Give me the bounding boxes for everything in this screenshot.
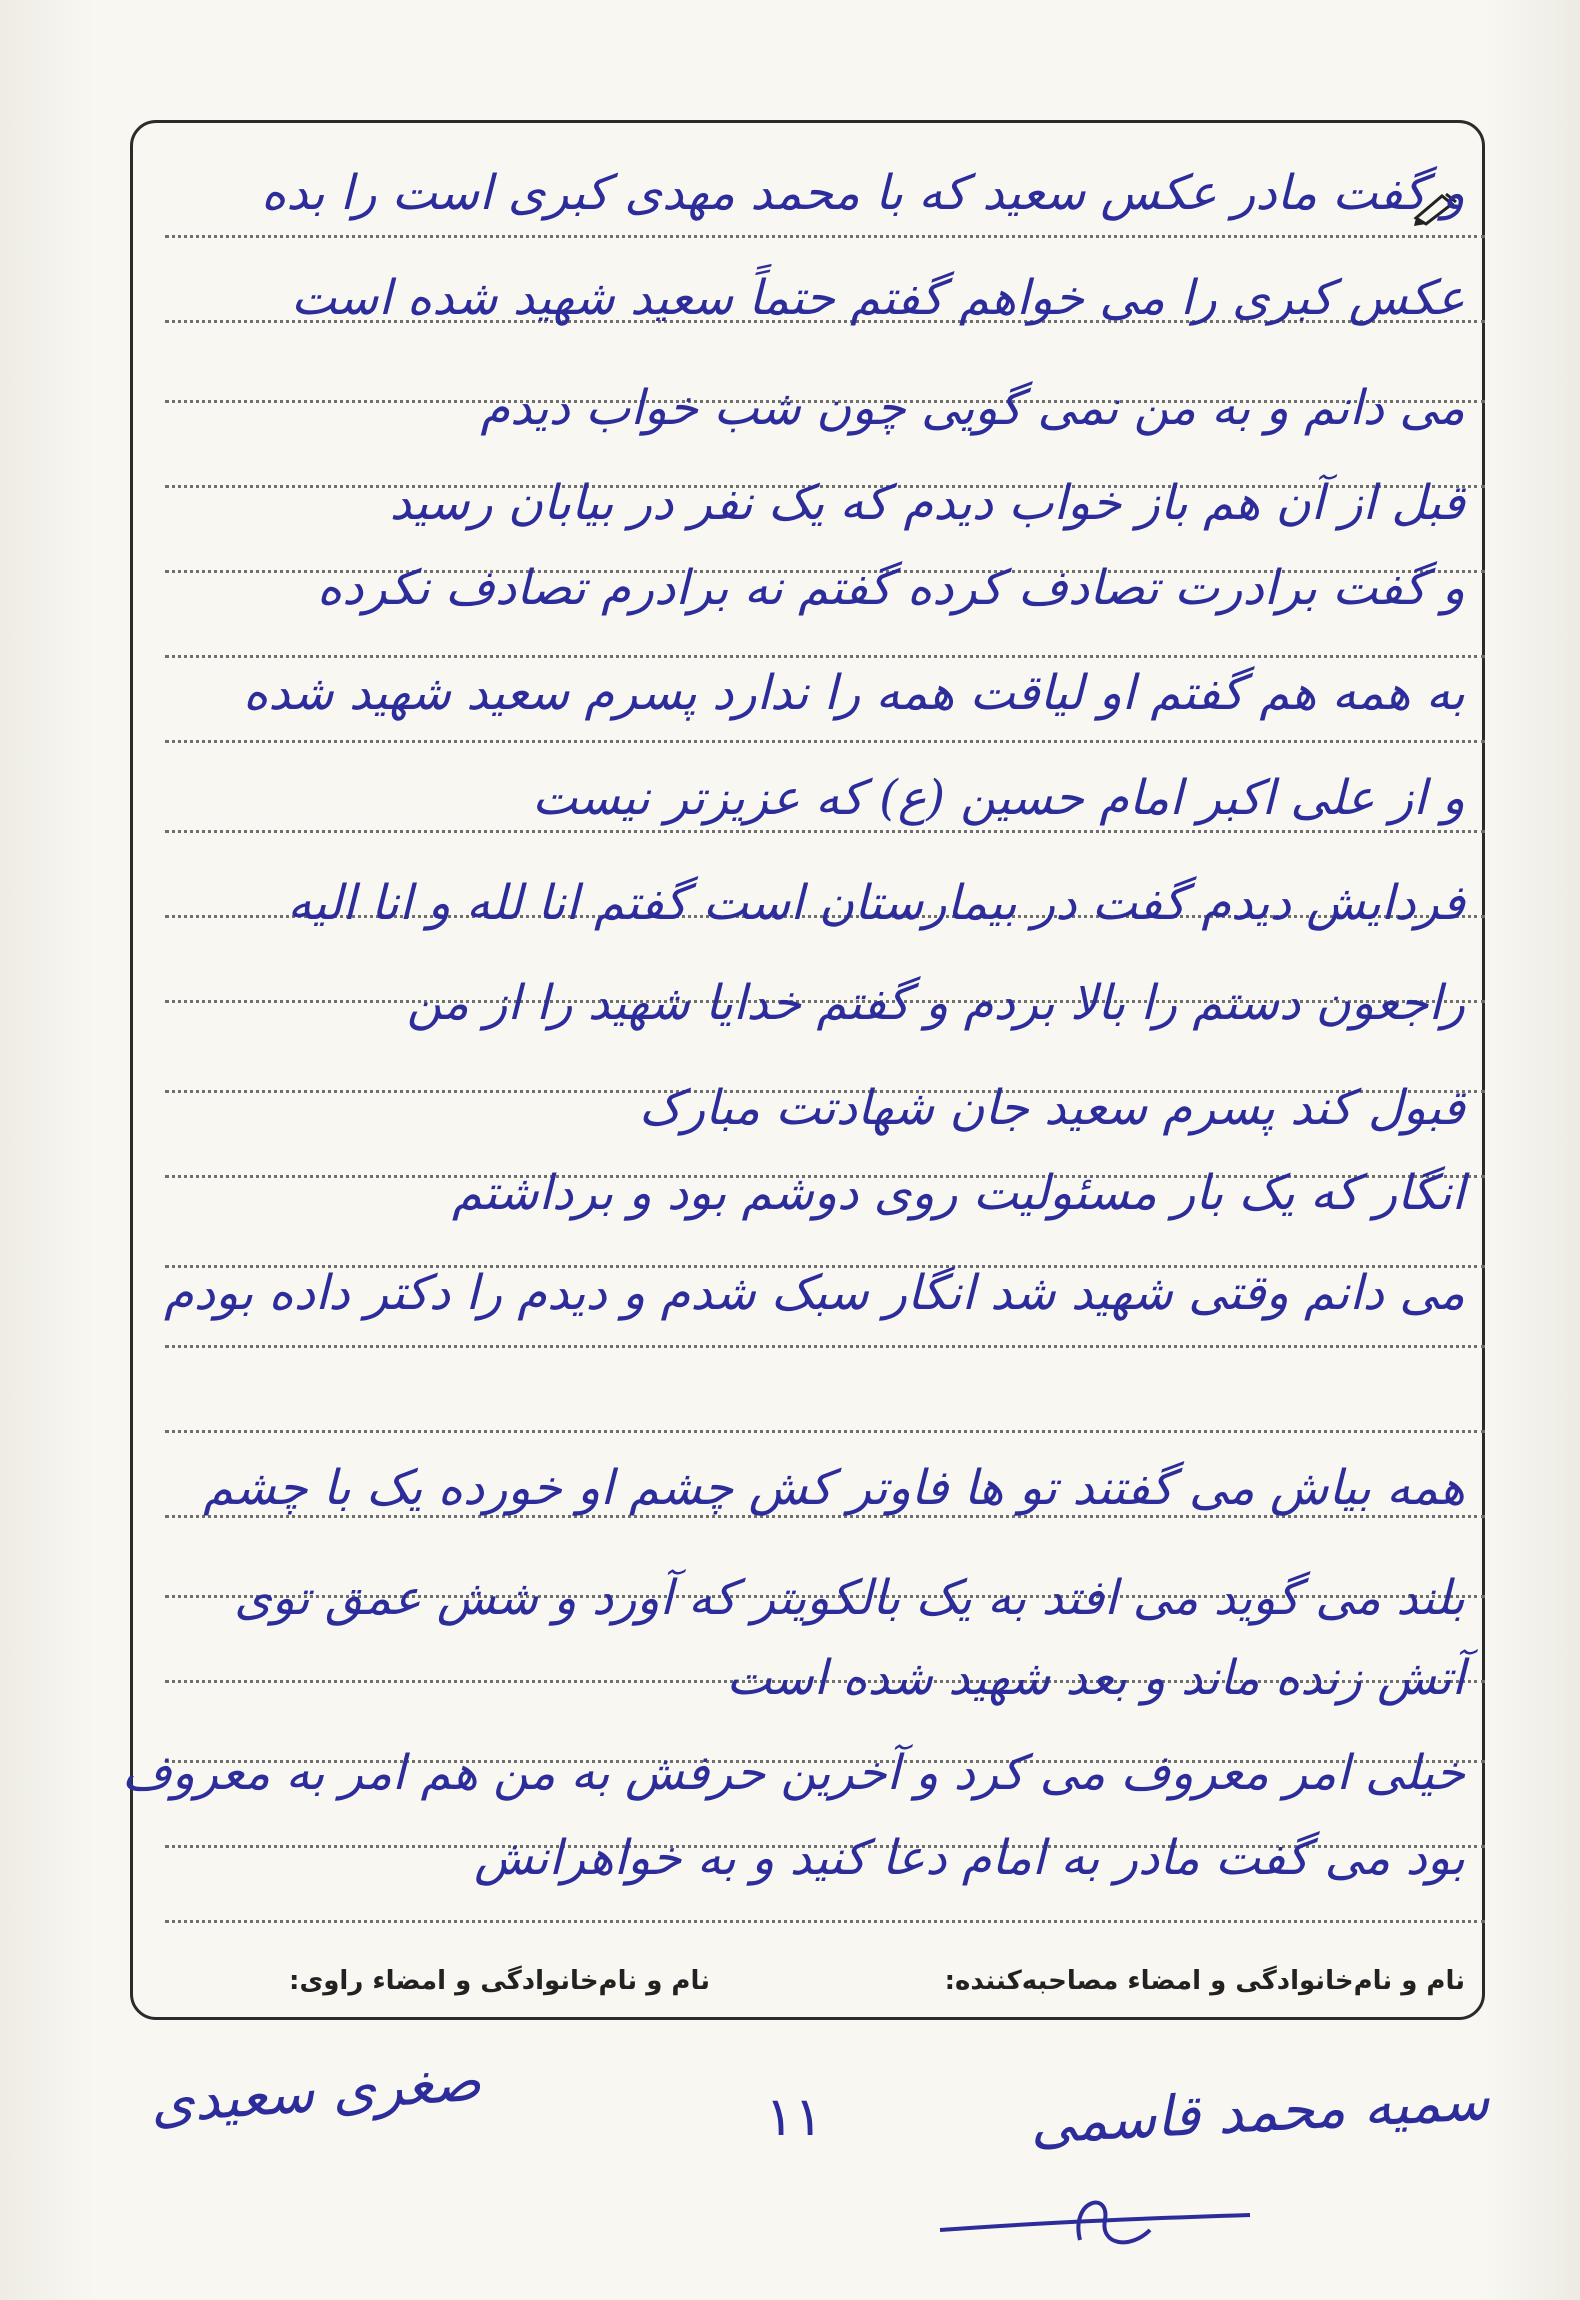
handwritten-line: قبل از آن هم باز خواب دیدم که یک نفر در بیابان رسید xyxy=(389,475,1465,531)
handwritten-line: راجعون دستم را بالا بردم و گفتم خدایا شهید را از من xyxy=(406,975,1465,1031)
ruled-line xyxy=(165,740,1485,743)
handwritten-line: همه بیاش می گفتند تو ها فاوتر کش چشم او خورده یک با چشم xyxy=(203,1460,1465,1516)
ruled-line xyxy=(165,830,1485,833)
handwritten-line: و گفت مادر عکس سعید که با محمد مهدی کبری است را بده xyxy=(261,165,1465,221)
handwritten-line: فردایش دیدم گفت در بیمارستان است گفتم انا لله و انا الیه xyxy=(287,875,1465,931)
narrator-signature: صغری سعیدی xyxy=(148,2048,484,2137)
ruled-line xyxy=(165,655,1485,658)
handwritten-line: انگار که یک بار مسئولیت روی دوشم بود و برداشتم xyxy=(451,1165,1465,1221)
handwritten-line: خیلی امر معروف می کرد و آخرین حرفش به من هم امر به معروف xyxy=(121,1745,1465,1801)
ruled-line xyxy=(165,1430,1485,1433)
interviewer-label: نام و نام‌خانوادگی و امضاء مصاحبه‌کننده: xyxy=(944,1966,1465,1996)
signature-scribble xyxy=(930,2170,1260,2270)
handwritten-line: عکس کبری را می خواهم گفتم حتماً سعید شهید شده است xyxy=(290,270,1465,326)
handwritten-line: به همه هم گفتم او لیاقت همه را ندارد پسرم سعید شهید شده xyxy=(243,665,1465,721)
interviewer-signature: سمیه محمد قاسمی xyxy=(1028,2068,1491,2157)
handwritten-line: بود می گفت مادر به امام دعا کنید و به خواهرانش xyxy=(474,1830,1465,1886)
handwritten-line: و گفت برادرت تصادف کرده گفتم نه برادرم تصادف نکرده xyxy=(316,560,1465,616)
ruled-line xyxy=(165,1920,1485,1923)
page-number: ۱۱ xyxy=(765,2085,824,2148)
handwritten-line: و از علی اکبر امام حسین (ع) که عزیزتر نیست xyxy=(532,770,1465,826)
ruled-line xyxy=(165,235,1485,238)
handwritten-line: می دانم وقتی شهید شد انگار سبک شدم و دیدم را دکتر داده بودم xyxy=(164,1265,1465,1321)
narrator-label: نام و نام‌خانوادگی و امضاء راوی: xyxy=(289,1966,710,1996)
handwritten-line: آتش زنده ماند و بعد شهید شده است xyxy=(726,1650,1465,1706)
ruled-line xyxy=(165,1345,1485,1348)
handwritten-line: قبول کند پسرم سعید جان شهادتت مبارک xyxy=(639,1080,1465,1136)
handwritten-line: بلند می گوید می افتد به یک بالکویتر که آورد و شش عمق توی xyxy=(234,1570,1465,1626)
handwritten-line: می دانم و به من نمی گویی چون شب خواب دیدم xyxy=(480,380,1465,436)
